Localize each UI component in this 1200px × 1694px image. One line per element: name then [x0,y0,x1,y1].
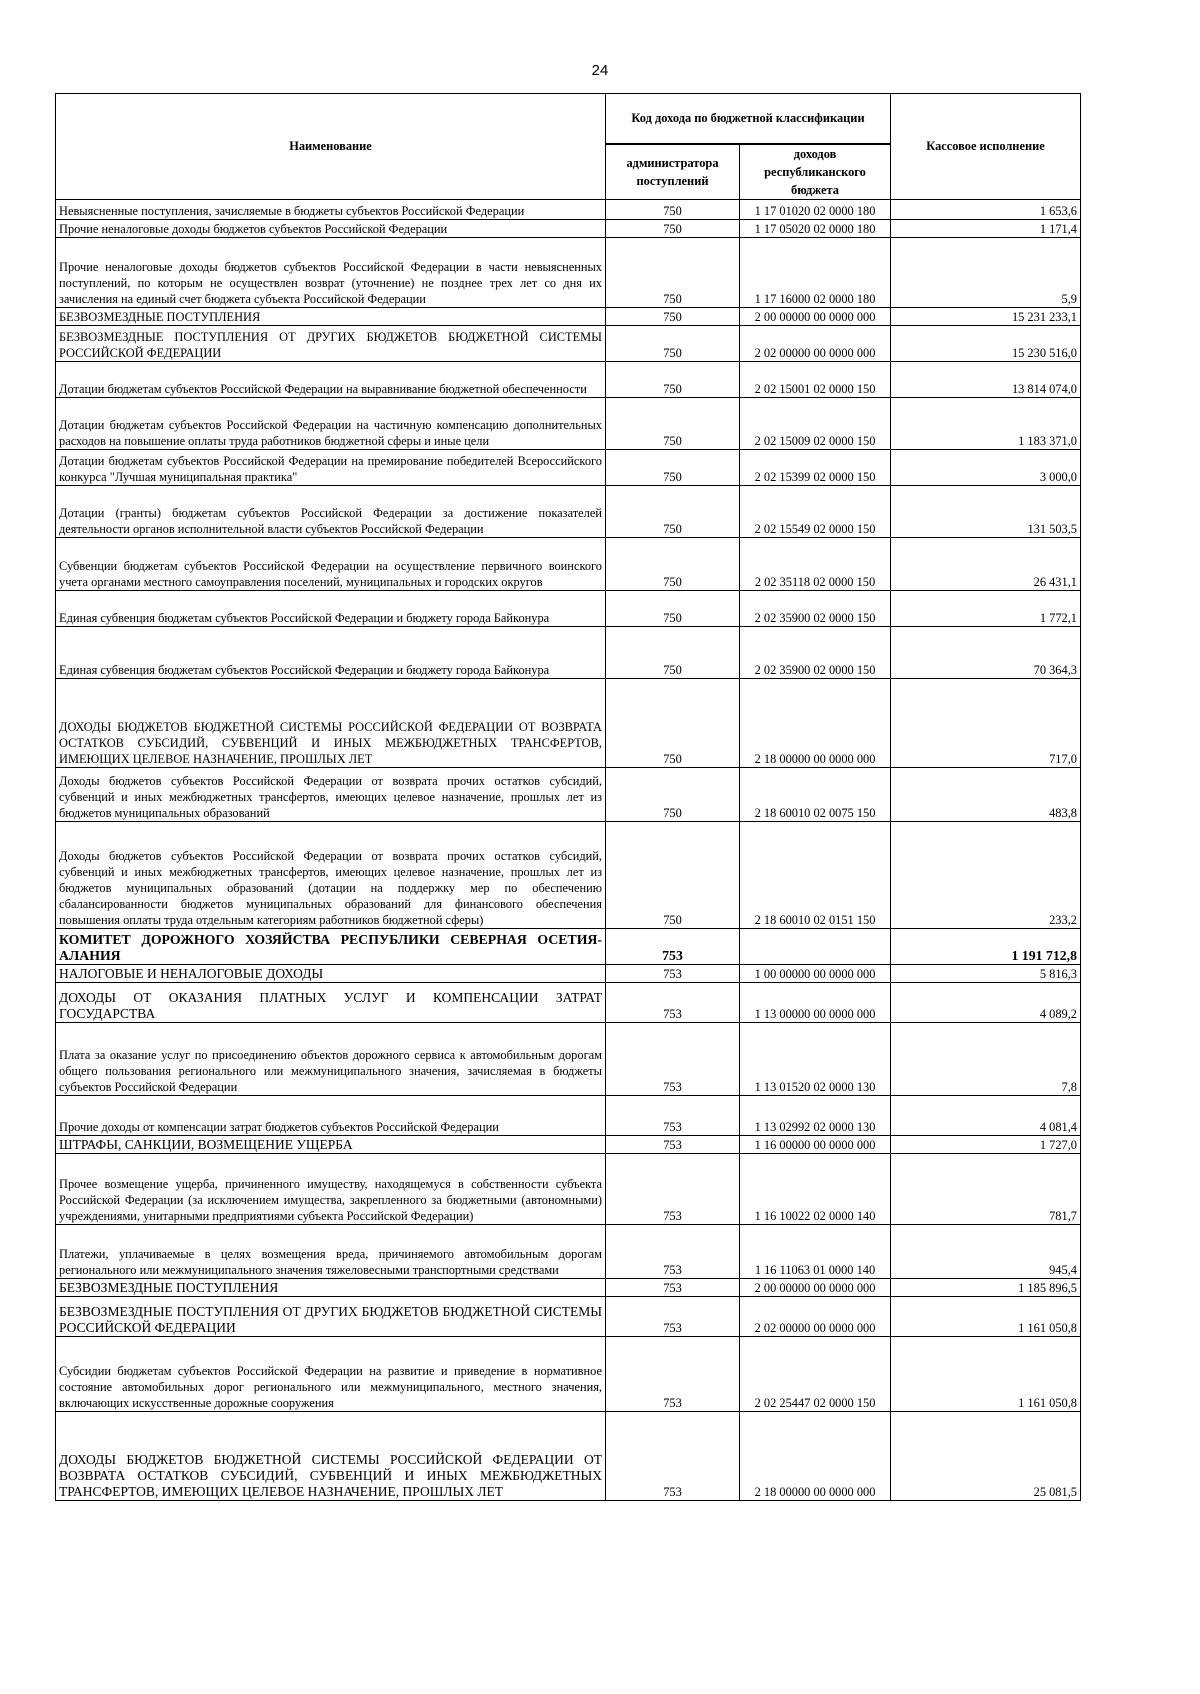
cell-name: Единая субвенция бюджетам субъектов Российской Федерации и бюджету города Байконура [56,626,606,678]
cell-amount: 717,0 [891,678,1081,767]
cell-admin: 750 [606,821,740,928]
cell-code: 2 18 00000 00 0000 000 [740,678,891,767]
cell-amount: 483,8 [891,767,1081,821]
cell-amount: 1 772,1 [891,590,1081,626]
cell-amount: 5,9 [891,237,1081,307]
cell-admin: 753 [606,928,740,964]
cell-amount: 3 000,0 [891,449,1081,485]
table-row [56,982,1081,1022]
cell-name: КОМИТЕТ ДОРОЖНОГО ХОЗЯЙСТВА РЕСПУБЛИКИ СЕВЕРНАЯ ОСЕТИЯ-АЛАНИЯ [56,928,606,964]
cell-name: НАЛОГОВЫЕ И НЕНАЛОГОВЫЕ ДОХОДЫ [56,964,606,982]
table-row [56,1411,1081,1500]
cell-amount: 25 081,5 [891,1411,1081,1500]
cell-amount: 945,4 [891,1224,1081,1278]
cell-name: Субвенции бюджетам субъектов Российской Федерации на осуществление первичного воинского учета органами местного самоуправления поселений, муниципальных и городских округов [56,537,606,590]
cell-name: Дотации бюджетам субъектов Российской Федерации на частичную компенсацию дополнительных расходов на повышение оплаты труда работников бюджетной сферы и иные цели [56,397,606,449]
header-admin: администратора поступлений [606,144,740,200]
table-header [56,94,1081,200]
table-row [56,1153,1081,1224]
cell-admin: 750 [606,626,740,678]
cell-name: Прочие неналоговые доходы бюджетов субъектов Российской Федерации [56,219,606,237]
cell-name: ШТРАФЫ, САНКЦИИ, ВОЗМЕЩЕНИЕ УЩЕРБА [56,1135,606,1153]
cell-name: Дотации (гранты) бюджетам субъектов Российской Федерации за достижение показателей деятельности органов исполнительной власти субъектов Российской Федерации [56,485,606,537]
cell-admin: 753 [606,1224,740,1278]
cell-name: Прочие неналоговые доходы бюджетов субъектов Российской Федерации в части невыясненных поступлений, по которым не осуществлен возврат (уточнение) не позднее трех лет со дня их зачисления на единый счет бюджета субъекта Российской Федерации [56,237,606,307]
cell-amount: 131 503,5 [891,485,1081,537]
table-row [56,964,1081,982]
revenue-table [55,93,1081,1501]
cell-amount: 4 081,4 [891,1095,1081,1135]
table-body [56,199,1081,1500]
table-row [56,767,1081,821]
cell-admin: 750 [606,678,740,767]
table-row [56,821,1081,928]
cell-code: 2 02 15001 02 0000 150 [740,361,891,397]
cell-admin: 753 [606,1296,740,1336]
cell-code [740,928,891,964]
cell-admin: 753 [606,1278,740,1296]
table-row [56,1095,1081,1135]
cell-code: 1 17 05020 02 0000 180 [740,219,891,237]
cell-name: БЕЗВОЗМЕЗДНЫЕ ПОСТУПЛЕНИЯ [56,1278,606,1296]
cell-amount: 15 230 516,0 [891,325,1081,361]
table-row [56,325,1081,361]
cell-code: 2 02 35900 02 0000 150 [740,626,891,678]
cell-admin: 750 [606,199,740,219]
cell-admin: 750 [606,590,740,626]
cell-admin: 753 [606,1153,740,1224]
table-row [56,449,1081,485]
cell-admin: 750 [606,449,740,485]
table-row [56,1224,1081,1278]
table-row [56,537,1081,590]
cell-code: 1 16 00000 00 0000 000 [740,1135,891,1153]
table-row [56,1135,1081,1153]
table-row [56,678,1081,767]
cell-amount: 1 183 371,0 [891,397,1081,449]
cell-amount: 1 161 050,8 [891,1296,1081,1336]
table-row [56,1022,1081,1095]
cell-code: 2 18 60010 02 0075 150 [740,767,891,821]
cell-name: БЕЗВОЗМЕЗДНЫЕ ПОСТУПЛЕНИЯ [56,307,606,325]
cell-name: Субсидии бюджетам субъектов Российской Федерации на развитие и приведение в нормативное состояние автомобильных дорог регионального или межмуниципального, местного значения, включающих искусственные дорожные сооружения [56,1336,606,1411]
cell-admin: 750 [606,307,740,325]
cell-code: 2 02 15549 02 0000 150 [740,485,891,537]
header-income: доходов республиканского бюджета [740,144,891,200]
cell-admin: 750 [606,237,740,307]
cell-code: 2 02 35118 02 0000 150 [740,537,891,590]
cell-admin: 753 [606,1336,740,1411]
cell-amount: 1 727,0 [891,1135,1081,1153]
cell-name: ДОХОДЫ БЮДЖЕТОВ БЮДЖЕТНОЙ СИСТЕМЫ РОССИЙСКОЙ ФЕДЕРАЦИИ ОТ ВОЗВРАТА ОСТАТКОВ СУБСИДИЙ, СУБВЕНЦИЙ И ИНЫХ МЕЖБЮДЖЕТНЫХ ТРАНСФЕРТОВ, ИМЕЮЩИХ ЦЕЛЕВОЕ НАЗНАЧЕНИЕ, ПРОШЛЫХ ЛЕТ [56,678,606,767]
cell-code: 2 00 00000 00 0000 000 [740,1278,891,1296]
cell-code: 1 13 00000 00 0000 000 [740,982,891,1022]
cell-admin: 750 [606,219,740,237]
table-row [56,307,1081,325]
cell-admin: 750 [606,325,740,361]
header-name: Наименование [56,94,606,200]
cell-amount: 233,2 [891,821,1081,928]
header-execution: Кассовое исполнение [891,94,1081,200]
cell-amount: 781,7 [891,1153,1081,1224]
table-row [56,485,1081,537]
cell-amount: 1 161 050,8 [891,1336,1081,1411]
cell-name: ДОХОДЫ БЮДЖЕТОВ БЮДЖЕТНОЙ СИСТЕМЫ РОССИЙСКОЙ ФЕДЕРАЦИИ ОТ ВОЗВРАТА ОСТАТКОВ СУБСИДИЙ, СУБВЕНЦИЙ И ИНЫХ МЕЖБЮДЖЕТНЫХ ТРАНСФЕРТОВ, ИМЕЮЩИХ ЦЕЛЕВОЕ НАЗНАЧЕНИЕ, ПРОШЛЫХ ЛЕТ [56,1411,606,1500]
cell-amount: 5 816,3 [891,964,1081,982]
table-row [56,237,1081,307]
cell-code: 2 02 15399 02 0000 150 [740,449,891,485]
cell-code: 2 18 60010 02 0151 150 [740,821,891,928]
cell-code: 1 16 10022 02 0000 140 [740,1153,891,1224]
cell-code: 1 17 16000 02 0000 180 [740,237,891,307]
cell-amount: 1 185 896,5 [891,1278,1081,1296]
table-row [56,397,1081,449]
table-row [56,626,1081,678]
cell-admin: 753 [606,1022,740,1095]
cell-code: 2 02 00000 00 0000 000 [740,1296,891,1336]
cell-name: БЕЗВОЗМЕЗДНЫЕ ПОСТУПЛЕНИЯ ОТ ДРУГИХ БЮДЖЕТОВ БЮДЖЕТНОЙ СИСТЕМЫ РОССИЙСКОЙ ФЕДЕРАЦИИ [56,325,606,361]
cell-admin: 750 [606,361,740,397]
cell-name: Единая субвенция бюджетам субъектов Российской Федерации и бюджету города Байконура [56,590,606,626]
cell-admin: 753 [606,1135,740,1153]
cell-name: Невыясненные поступления, зачисляемые в бюджеты субъектов Российской Федерации [56,199,606,219]
cell-code: 2 02 35900 02 0000 150 [740,590,891,626]
cell-name: Дотации бюджетам субъектов Российской Федерации на премирование победителей Всероссийского конкурса "Лучшая муниципальная практика" [56,449,606,485]
cell-code: 2 02 25447 02 0000 150 [740,1336,891,1411]
cell-name: Доходы бюджетов субъектов Российской Федерации от возврата прочих остатков субсидий, субвенций и иных межбюджетных трансфертов, имеющих целевое назначение, прошлых лет из бюджетов муниципальных образований (дотации на поддержку мер по обеспечению сбалансированности бюджетов муниципальных образований для финансового обеспечения повышения оплаты труда отдельным категориям работников бюджетной сферы) [56,821,606,928]
cell-code: 2 02 00000 00 0000 000 [740,325,891,361]
cell-code: 1 13 01520 02 0000 130 [740,1022,891,1095]
cell-amount: 15 231 233,1 [891,307,1081,325]
cell-name: Прочее возмещение ущерба, причиненного имуществу, находящемуся в собственности субъекта Российской Федерации (за исключением имущества, закрепленного за бюджетными (автономными) учреждениями, унитарными предприятиями субъекта Российской Федерации) [56,1153,606,1224]
cell-code: 2 18 00000 00 0000 000 [740,1411,891,1500]
table-row [56,361,1081,397]
table-row [56,1336,1081,1411]
cell-code: 2 02 15009 02 0000 150 [740,397,891,449]
cell-amount: 70 364,3 [891,626,1081,678]
table-row [56,1296,1081,1336]
cell-admin: 753 [606,964,740,982]
cell-admin: 753 [606,1095,740,1135]
cell-admin: 750 [606,397,740,449]
cell-amount: 26 431,1 [891,537,1081,590]
cell-code: 1 00 00000 00 0000 000 [740,964,891,982]
cell-admin: 750 [606,485,740,537]
table-row [56,1278,1081,1296]
cell-admin: 753 [606,982,740,1022]
cell-amount: 1 171,4 [891,219,1081,237]
cell-name: Платежи, уплачиваемые в целях возмещения вреда, причиняемого автомобильным дорогам регионального или межмуниципального значения тяжеловесными транспортными средствами [56,1224,606,1278]
cell-name: Плата за оказание услуг по присоединению объектов дорожного сервиса к автомобильным дорогам общего пользования регионального или межмуниципального значения, зачисляемая в бюджеты субъектов Российской Федерации [56,1022,606,1095]
cell-name: Дотации бюджетам субъектов Российской Федерации на выравнивание бюджетной обеспеченности [56,361,606,397]
header-code-group: Код дохода по бюджетной классификации [606,94,891,144]
cell-code: 1 16 11063 01 0000 140 [740,1224,891,1278]
table-row [56,219,1081,237]
cell-admin: 750 [606,537,740,590]
cell-code: 2 00 00000 00 0000 000 [740,307,891,325]
cell-name: ДОХОДЫ ОТ ОКАЗАНИЯ ПЛАТНЫХ УСЛУГ И КОМПЕНСАЦИИ ЗАТРАТ ГОСУДАРСТВА [56,982,606,1022]
cell-code: 1 13 02992 02 0000 130 [740,1095,891,1135]
cell-amount: 7,8 [891,1022,1081,1095]
cell-admin: 753 [606,1411,740,1500]
cell-name: БЕЗВОЗМЕЗДНЫЕ ПОСТУПЛЕНИЯ ОТ ДРУГИХ БЮДЖЕТОВ БЮДЖЕТНОЙ СИСТЕМЫ РОССИЙСКОЙ ФЕДЕРАЦИИ [56,1296,606,1336]
cell-name: Прочие доходы от компенсации затрат бюджетов субъектов Российской Федерации [56,1095,606,1135]
cell-admin: 750 [606,767,740,821]
cell-amount: 1 191 712,8 [891,928,1081,964]
cell-name: Доходы бюджетов субъектов Российской Федерации от возврата прочих остатков субсидий, субвенций и иных межбюджетных трансфертов, имеющих целевое назначение, прошлых лет из бюджетов муниципальных образований [56,767,606,821]
cell-code: 1 17 01020 02 0000 180 [740,199,891,219]
table-row [56,199,1081,219]
cell-amount: 4 089,2 [891,982,1081,1022]
page-number: 24 [591,62,609,79]
cell-amount: 1 653,6 [891,199,1081,219]
table-row [56,590,1081,626]
cell-amount: 13 814 074,0 [891,361,1081,397]
table-row [56,928,1081,964]
